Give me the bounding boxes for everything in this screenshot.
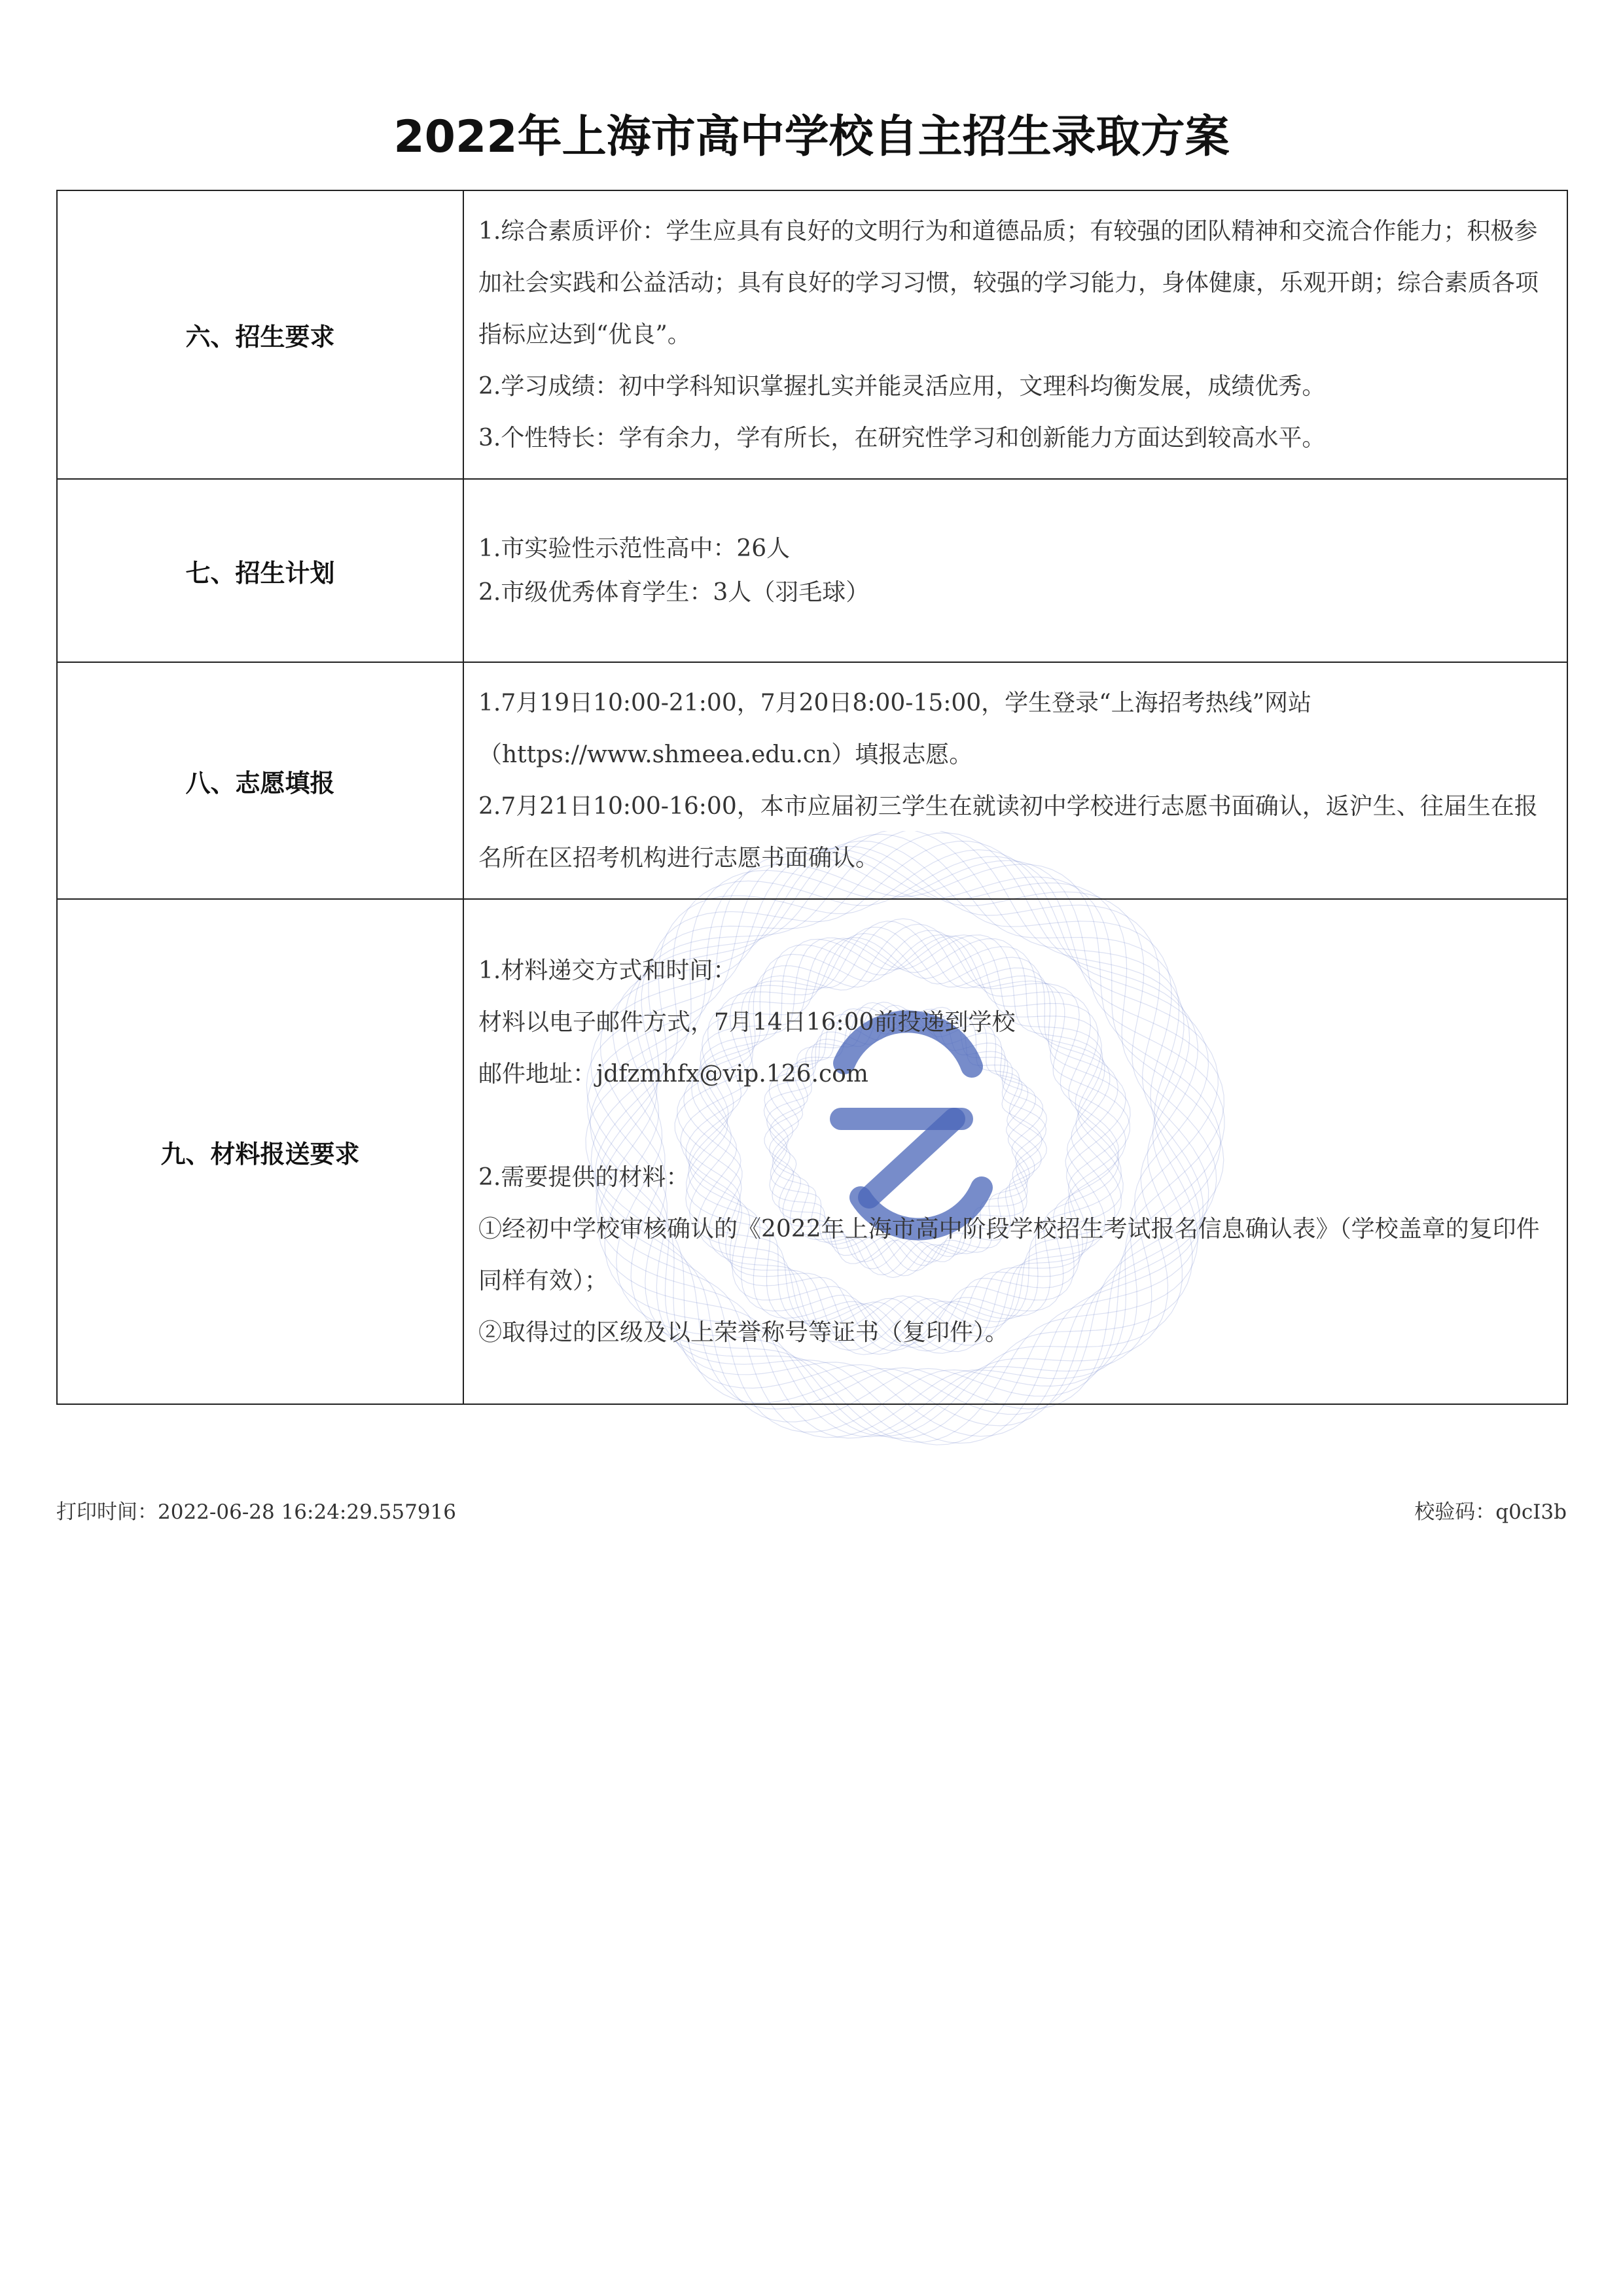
list-item: 1.综合素质评价：学生应具有良好的文明行为和道德品质；有较强的团队精神和交流合作能力；积极参加社会实践和公益活动；具有良好的学习习惯，较强的学习能力，身体健康，乐观开朗；综合素质各项指标应达到“优良”。 — [478, 218, 1539, 348]
list-item: ①经初中学校审核确认的《2022年上海市高中阶段学校招生考试报名信息确认表》（学校盖章的复印件同样有效）； — [478, 1216, 1540, 1294]
section-content-application — [463, 662, 1567, 899]
print-time: 打印时间：2022-06-28 16:24:29.557916 — [56, 1500, 457, 1524]
list-item: 2.7月21日10:00-16:00，本市应届初三学生在就读初中学校进行志愿书面确认，返沪生、往届生在报名所在区招考机构进行志愿书面确认。 — [478, 793, 1538, 872]
list-item: 2.需要提供的材料： — [478, 1164, 690, 1191]
section-content-requirements — [463, 190, 1567, 479]
list-item: 3.个性特长：学有余力，学有所长，在研究性学习和创新能力方面达到较高水平。 — [478, 425, 1326, 451]
list-item: ②取得过的区级及以上荣誉称号等证书（复印件）。 — [478, 1319, 1009, 1346]
table-row — [57, 190, 1567, 479]
table-row — [57, 662, 1567, 899]
table-row — [57, 899, 1567, 1404]
list-item — [478, 1100, 1558, 1152]
section-label-plan: 七、招生计划 — [57, 479, 463, 662]
list-item: 1.材料递交方式和时间： — [478, 957, 737, 984]
list-item: 1.市实验性示范性高中：26人 — [478, 535, 791, 562]
list-item: 材料以电子邮件方式，7月14日16:00前投递到学校 — [478, 1009, 1016, 1036]
page-title: 2022年上海市高中学校自主招生录取方案 — [393, 111, 1230, 163]
section-label-materials: 九、材料报送要求 — [57, 899, 463, 1404]
checksum: 校验码：q0cI3b — [1414, 1500, 1567, 1524]
list-item: 2.市级优秀体育学生：3人（羽毛球） — [478, 579, 870, 606]
list-item: 1.7月19日10:00-21:00，7月20日8:00-15:00，学生登录“上海招考热线”网站（https://www.shmeea.edu.cn）填报志愿。 — [478, 690, 1311, 768]
section-content-materials — [463, 899, 1567, 1404]
table-row — [57, 479, 1567, 662]
section-content-plan — [463, 479, 1567, 662]
section-label-application: 八、志愿填报 — [57, 662, 463, 899]
admission-plan-table — [56, 190, 1568, 1405]
section-label-requirements: 六、招生要求 — [57, 190, 463, 479]
list-item: 邮件地址：jdfzmhfx@vip.126.com — [478, 1061, 868, 1087]
list-item: 2.学习成绩：初中学科知识掌握扎实并能灵活应用，文理科均衡发展，成绩优秀。 — [478, 373, 1326, 400]
